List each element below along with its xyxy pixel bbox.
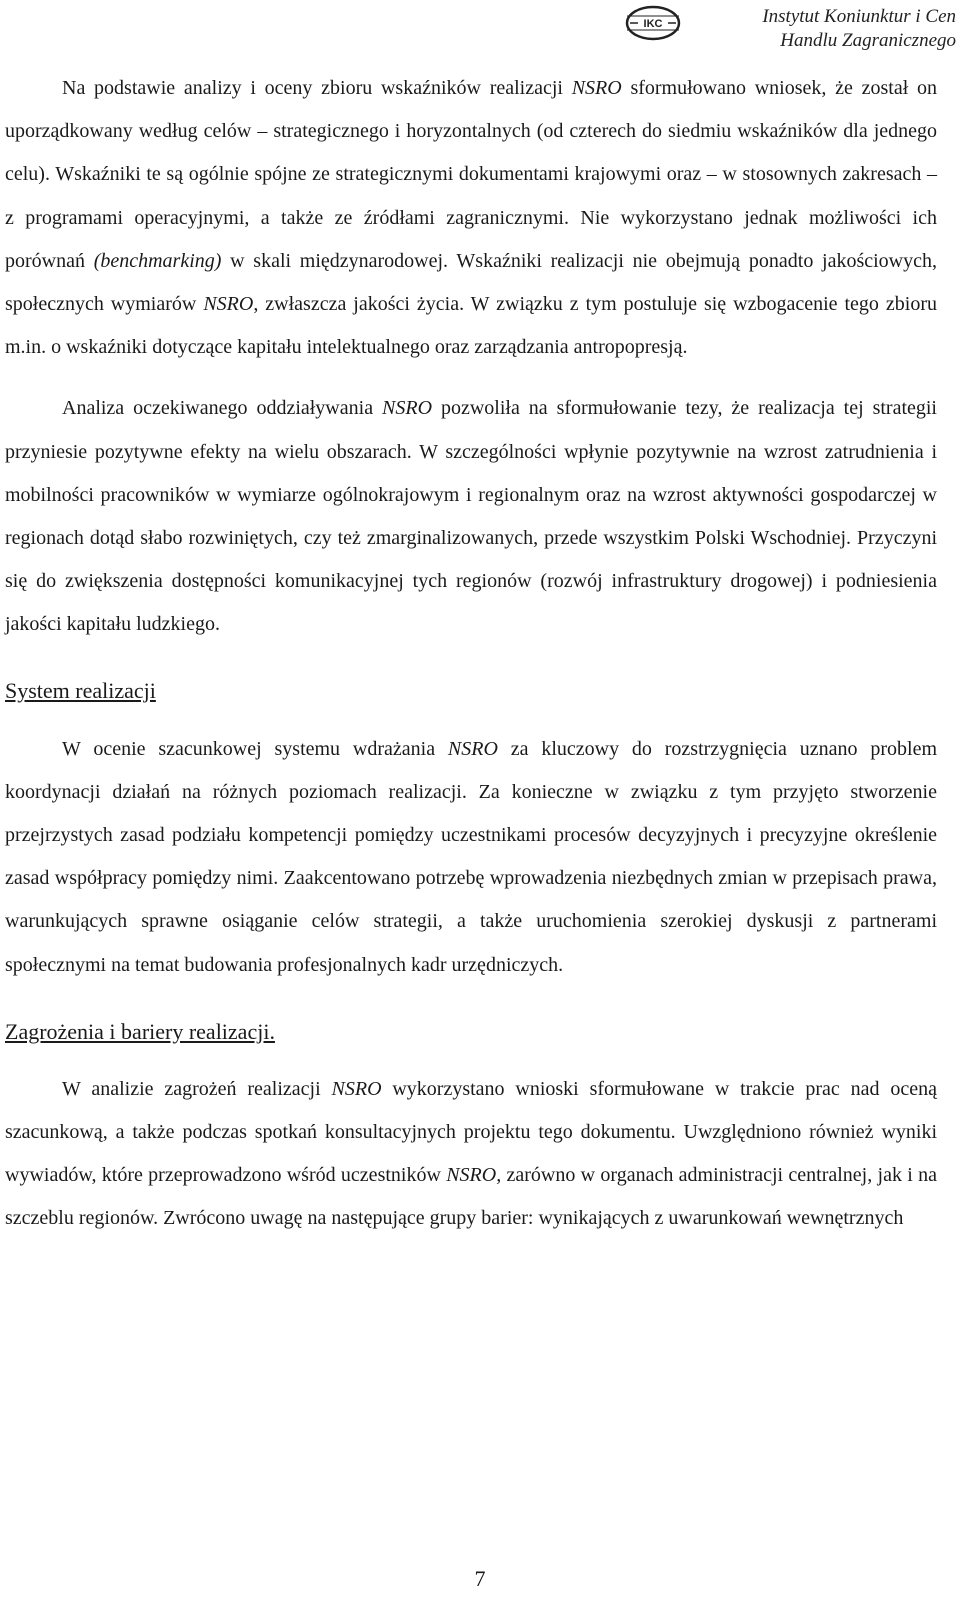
- italic-run: NSRO: [382, 397, 433, 420]
- text-run: W analizie zagrożeń realizacji: [62, 1077, 332, 1100]
- heading-system-realizacji: System realizacji: [5, 677, 156, 703]
- page-header: [620, 0, 960, 62]
- paragraph-threats: [5, 1068, 937, 1241]
- italic-run: NSRO: [447, 737, 498, 760]
- text-run: za kluczowy do rozstrzygnięcia uznano problem koordynacji działań na różnych poziomach realizacji. Za konieczne w związku z tym przyjęto stworzenie przejrzystych zasad podziału kompetencji pomiędzy uczestnikami procesów decyzyjnych i precyzyjne określenie zasad współpracy pomiędzy nimi. Zaakcentowano potrzebę wprowadzenia niezbędnych zmian w przepisach prawa, warunkujących sprawne osiąganie celów strategii, a także uruchomienia szerokiej dyskusji z partnerami społecznymi na temat budowania profesjonalnych kadr urzędniczych.: [5, 737, 937, 976]
- paragraph-indicators: [5, 67, 937, 369]
- institute-line-2: Handlu Zagranicznego: [780, 30, 956, 51]
- ikc-logo: [624, 4, 682, 42]
- paragraph-impact: [5, 387, 937, 646]
- italic-run: NSRO: [203, 293, 254, 316]
- page-number: 7: [474, 1566, 486, 1591]
- italic-run: NSRO,: [446, 1164, 502, 1187]
- text-run: wykorzystano wnioski sformułowane w trakcie prac nad oceną szacunkową, a także podczas spotkań konsultacyjnych projektu tego dokumentu. Uwzględniono również wyniki wywiadów, które przeprowadzono wśród uczestników: [5, 1077, 937, 1187]
- heading-zagrozenia: Zagrożenia i bariery realizacji.: [5, 1018, 275, 1044]
- svg-text:IKC: IKC: [643, 18, 663, 30]
- text-run: Analiza oczekiwanego oddziaływania: [62, 397, 383, 420]
- italic-run: NSRO: [331, 1077, 382, 1100]
- italic-run: NSRO: [571, 77, 622, 99]
- paragraph-system: [5, 728, 937, 987]
- text-run: w skali międzynarodowej. Wskaźniki realizacji nie obejmują ponadto jakościowych, społecznych wymiarów: [5, 249, 938, 316]
- text-run: sformułowano wniosek, że został on uporządkowany według celów – strategicznego i horyzontalnych (od czterech do siedmiu wskaźników dla jednego celu). Wskaźniki te są ogólnie spójne ze strategicznymi dokumentami krajowymi oraz – w stosownych zakresach – z programami operacyjnymi, a także ze źródłami zagranicznymi. Nie wykorzystano jednak możliwości ich porównań: [5, 77, 937, 272]
- text-run: , zwłaszcza jakości życia. W związku z tym postuluje się wzbogacenie tego zbioru m.in. o wskaźniki dotyczące kapitału intelektualnego oraz zarządzania antropopresją.: [5, 293, 937, 359]
- italic-run: (benchmarking): [93, 249, 222, 272]
- text-run: pozwoliła na sformułowanie tezy, że realizacja tej strategii przyniesie pozytywne efekty na wielu obszarach. W szczególności wpłynie pozytywnie na wzrost zatrudnienia i mobilności pracowników w wymiarze ogólnokrajowym i regionalnym oraz na wzrost aktywności gospodarczej w regionach dotąd słabo rozwiniętych, czy też zmarginalizowanych, przede wszystkim Polski Wschodniej. Przyczyni się do zwiększenia dostępności komunikacyjnej tych regionów (rozwój infrastruktury drogowej) i podniesienia jakości kapitału ludzkiego.: [5, 397, 937, 636]
- text-run: Na podstawie analizy i oceny zbioru wskaźników realizacji: [62, 77, 572, 99]
- document-body: [5, 67, 937, 1241]
- text-run: W ocenie szacunkowej systemu wdrażania: [62, 737, 448, 760]
- institute-name: [686, 5, 956, 53]
- text-run: zarówno w organach administracji centralnej, jak i na szczeblu regionów. Zwrócono uwagę na następujące grupy barier: wynikających z uwarunkowań wewnętrznych: [5, 1164, 938, 1230]
- institute-line-1: Instytut Koniunktur i Cen: [762, 6, 956, 27]
